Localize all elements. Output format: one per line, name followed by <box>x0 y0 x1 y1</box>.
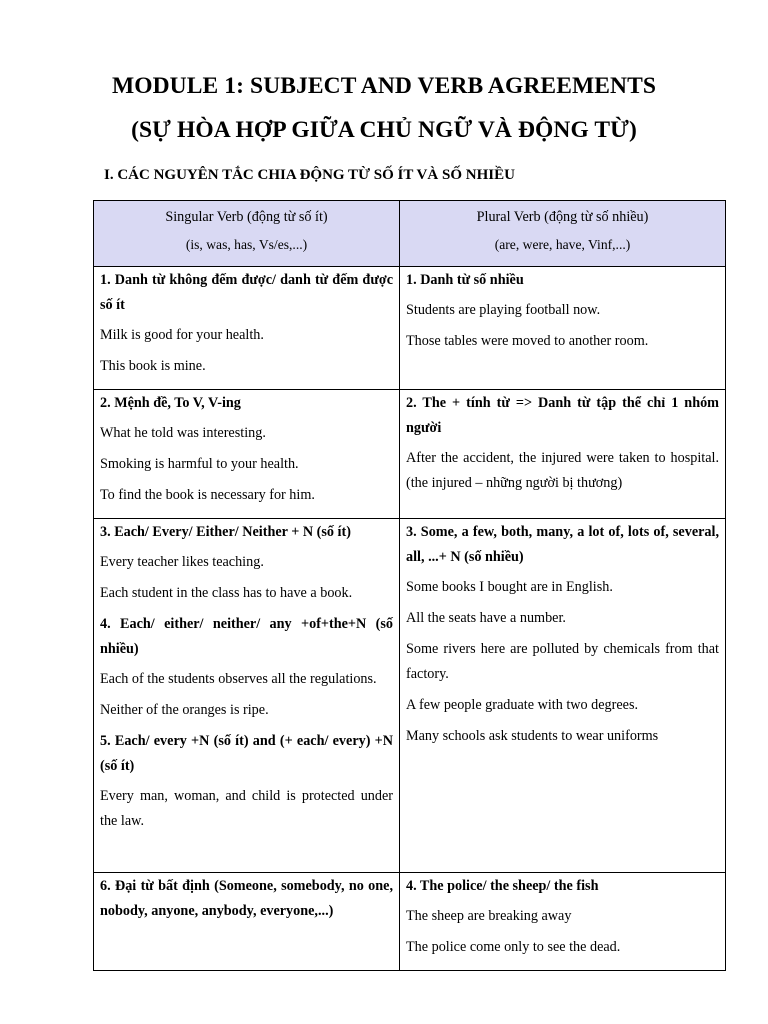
example-sentence: Every teacher likes teaching. <box>100 554 264 570</box>
example-sentence: After the accident, the injured were taken to hospital.(the injured – những người bị thương) <box>406 450 719 491</box>
table-header-row <box>94 201 726 267</box>
rule-heading: 3. Each/ Every/ Either/ Neither + N (số ít) <box>100 524 351 540</box>
table-row <box>94 390 726 519</box>
example-sentence: Smoking is harmful to your health. <box>100 456 299 472</box>
rule-heading: 6. Đại từ bất định (Someone, somebody, no one, nobody, anyone, anybody, everyone,...) <box>100 878 393 919</box>
grammar-table <box>93 200 726 971</box>
example-sentence: Each student in the class has to have a book. <box>100 585 353 601</box>
rule-heading: 4. Each/ either/ neither/ any +of+the+N (số nhiều) <box>100 616 393 657</box>
rule-heading: 4. The police/ the sheep/ the fish <box>406 878 599 894</box>
example-sentence: What he told was interesting. <box>100 425 266 441</box>
rule-heading: 1. Danh từ không đếm được/ danh từ đếm được số ít <box>100 272 393 313</box>
module-title: MODULE 1: SUBJECT AND VERB AGREEMENTS <box>111 73 657 99</box>
plural-cell <box>400 267 726 390</box>
singular-header-title: Singular Verb (động từ số ít) <box>165 209 328 225</box>
rule-heading: 5. Each/ every +N (số ít) and (+ each/ every) +N (số ít) <box>100 733 393 774</box>
singular-cell <box>94 873 400 971</box>
rule-heading: 3. Some, a few, both, many, a lot of, lots of, several, all, ...+ N (số nhiều) <box>406 524 719 565</box>
example-sentence: Some rivers here are polluted by chemicals from that factory. <box>406 641 719 682</box>
example-sentence: Students are playing football now. <box>406 302 601 318</box>
example-sentence: Those tables were moved to another room. <box>406 333 649 349</box>
example-sentence: Milk is good for your health. <box>100 327 264 343</box>
rule-heading: 2. Mệnh đề, To V, V-ing <box>100 395 241 411</box>
example-sentence: Each of the students observes all the regulations. <box>100 671 377 687</box>
plural-cell <box>400 873 726 971</box>
table-row <box>94 267 726 390</box>
plural-header-cell <box>400 201 726 267</box>
plural-cell <box>400 519 726 873</box>
example-sentence: This book is mine. <box>100 358 206 374</box>
example-sentence: Some books I bought are in English. <box>406 579 613 595</box>
example-sentence: Neither of the oranges is ripe. <box>100 702 269 718</box>
table-row <box>94 873 726 971</box>
plural-header-forms: (are, were, have, Vinf,...) <box>494 237 631 252</box>
rule-heading: 1. Danh từ số nhiều <box>406 272 524 288</box>
example-sentence: To find the book is necessary for him. <box>100 487 315 503</box>
rule-heading: 2. The + tính từ => Danh từ tập thể chỉ 1 nhóm người <box>406 395 719 436</box>
plural-cell <box>400 390 726 519</box>
example-sentence: A few people graduate with two degrees. <box>406 697 639 713</box>
example-sentence: Every man, woman, and child is protected under the law. <box>100 788 393 829</box>
section-heading: I. CÁC NGUYÊN TẮC CHIA ĐỘNG TỪ SỐ ÍT VÀ SỐ NHIỀU <box>104 167 515 183</box>
example-sentence: The police come only to see the dead. <box>406 939 621 955</box>
singular-cell <box>94 267 400 390</box>
module-subtitle: (SỰ HÒA HỢP GIỮA CHỦ NGỮ VÀ ĐỘNG TỪ) <box>131 117 637 143</box>
singular-header-forms: (is, was, has, Vs/es,...) <box>185 237 308 252</box>
singular-header-cell <box>94 201 400 267</box>
example-sentence: All the seats have a number. <box>406 610 566 626</box>
example-sentence: The sheep are breaking away <box>406 908 572 924</box>
singular-cell <box>94 519 400 873</box>
singular-cell <box>94 390 400 519</box>
example-sentence: Many schools ask students to wear uniforms <box>406 728 659 744</box>
plural-header-title: Plural Verb (động từ số nhiều) <box>476 209 649 225</box>
table-row <box>94 519 726 873</box>
